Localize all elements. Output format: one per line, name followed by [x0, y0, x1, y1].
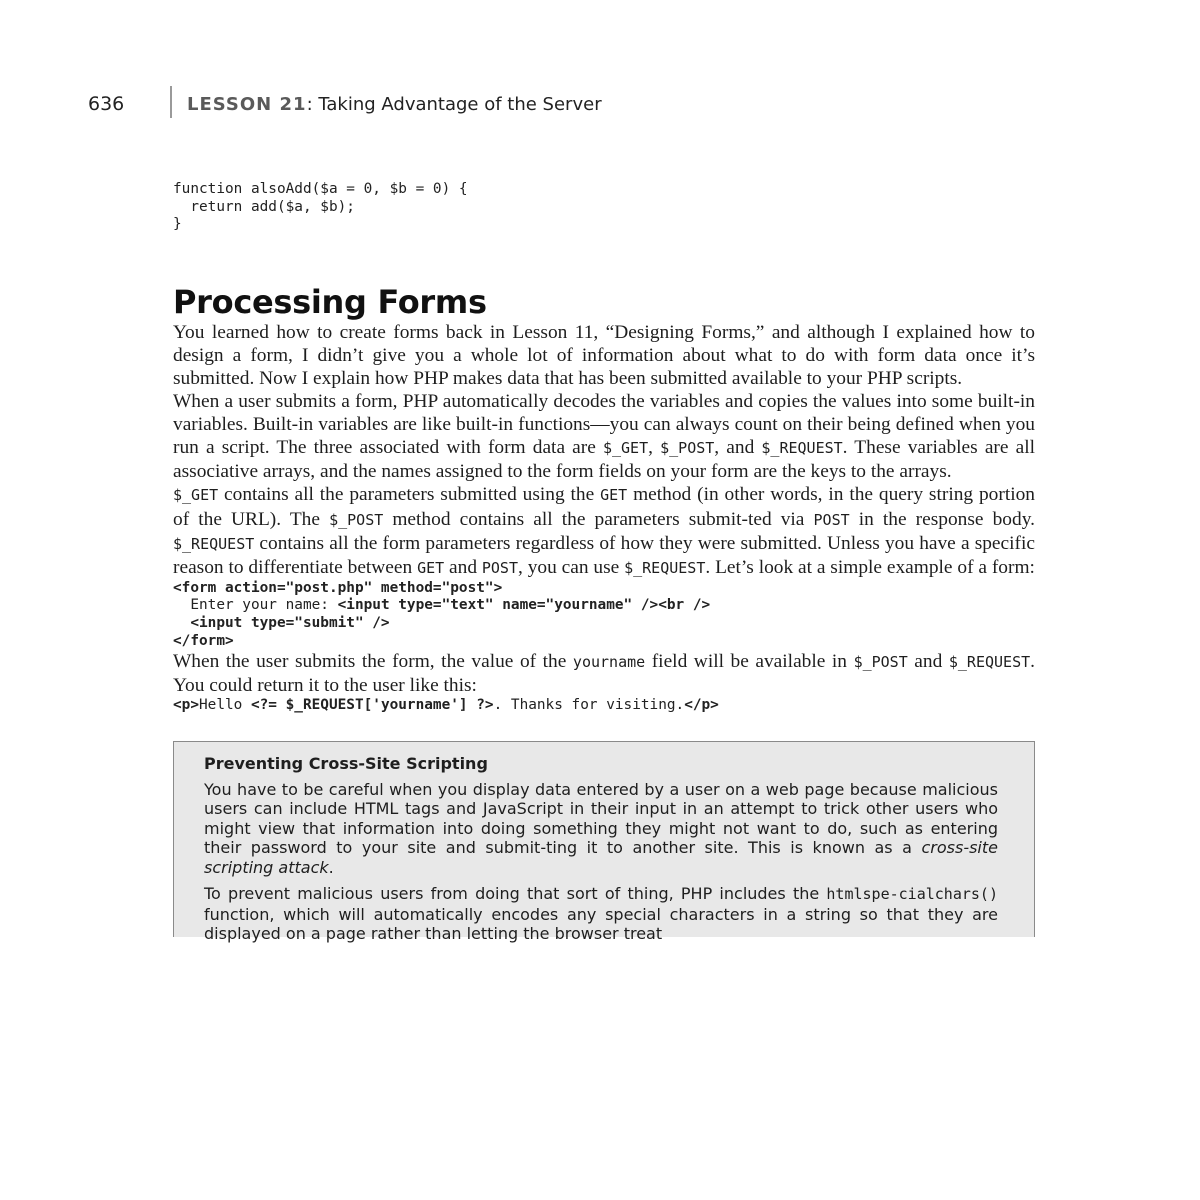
paragraph-builtin-variables	[173, 390, 1035, 483]
sidebar-paragraph	[204, 884, 998, 944]
emphasis: cross-site scripting attack	[204, 838, 998, 877]
running-head	[187, 94, 602, 115]
text: method contains all the parameters submit-ted via	[383, 508, 814, 530]
code-line: </form>	[173, 632, 234, 649]
code-part: Hello	[199, 697, 251, 714]
code-part: </p>	[684, 697, 719, 714]
sidebar-title: Preventing Cross-Site Scripting	[204, 753, 488, 773]
text: .	[328, 857, 334, 877]
code-block-also-add	[173, 181, 1035, 234]
text: ,	[648, 437, 661, 459]
header-divider	[170, 86, 172, 118]
code-block-form	[173, 580, 1035, 650]
lesson-separator: :	[306, 94, 313, 115]
inline-code: POST	[481, 558, 518, 577]
text: contains all the form parameters regardless of how they were submitted. Unless you have a specific reason to differentiate between	[173, 532, 1035, 578]
code-line: <input type="submit" />	[173, 615, 390, 631]
inline-code: $_REQUEST	[948, 653, 1031, 672]
inline-code: GET	[417, 558, 445, 577]
text: . You could return it to the user like this:	[173, 651, 1035, 697]
inline-code: $_REQUEST	[761, 439, 843, 458]
inline-code: $_GET	[602, 439, 649, 458]
code-line: return add($a, $b);	[173, 198, 355, 215]
inline-code: POST	[813, 510, 850, 529]
inline-code: yourname	[572, 653, 646, 672]
text: function, which will automatically encodes any special characters in a string so that they are displayed on a page rather than letting the browser treat	[204, 904, 998, 944]
lesson-title: Taking Advantage of the Server	[312, 94, 602, 115]
code-part: <p>	[173, 697, 199, 714]
text: . These variables are all associative arrays, and the names assigned to the form fields on your form are the keys to the arrays.	[173, 437, 1035, 483]
paragraph-yourname	[173, 650, 1035, 697]
text: contains all the parameters submitted using the	[218, 484, 601, 506]
text: When a user submits a form, PHP automatically decodes the variables and copies the values into some built-in variables. Built-in variables are like built-in functions—you can always count on their being defined when you run a script. The three associated with form data are	[173, 391, 1035, 459]
inline-code: htmlspe-cialchars()	[826, 885, 998, 904]
text: When the user submits the form, the value of the	[173, 651, 573, 673]
paragraph-get-post	[173, 483, 1035, 579]
code-part: . Thanks for visiting.	[493, 697, 685, 714]
code-line: <input type="text" name="yourname" /><br />	[337, 597, 711, 614]
section-title: Processing Forms	[173, 282, 487, 321]
code-line-prefix: Enter your name:	[173, 597, 338, 614]
text: and	[444, 556, 482, 578]
code-line: }	[173, 216, 182, 233]
text: field will be available in	[645, 651, 854, 673]
inline-code: $_REQUEST	[173, 534, 255, 553]
code-block-hello	[173, 697, 1035, 715]
text: method (in other words, in the query string portion of the URL). The	[173, 484, 1035, 530]
sidebar-box	[173, 741, 1035, 944]
code-part: <?= $_REQUEST['yourname'] ?>	[250, 697, 494, 714]
inline-code: $_POST	[660, 439, 715, 458]
inline-code: GET	[600, 486, 628, 505]
text: , you can use	[518, 556, 625, 578]
inline-code: $_REQUEST	[624, 558, 706, 577]
text: in the response body.	[849, 508, 1035, 530]
paragraph-intro: You learned how to create forms back in Lesson 11, “Designing Forms,” and although I explained how to design a form, I didn’t give you a whole lot of information about what to do with form data once it’s submitted. Now I explain how PHP makes data that has been submitted available to your PHP scripts.	[173, 321, 1035, 389]
code-line: function alsoAdd($a = 0, $b = 0) {	[173, 181, 468, 197]
text: and	[907, 651, 949, 673]
inline-code: $_POST	[853, 653, 908, 672]
text: , and	[714, 437, 762, 459]
inline-code: $_GET	[173, 486, 219, 505]
sidebar-paragraph	[204, 780, 998, 878]
page-number: 636	[88, 93, 125, 115]
text: To prevent malicious users from doing that sort of thing, PHP includes the	[204, 884, 827, 904]
lesson-label: LESSON 21	[187, 94, 307, 115]
code-line: <form action="post.php" method="post">	[173, 579, 503, 596]
inline-code: $_POST	[329, 510, 384, 529]
page-content	[173, 181, 1035, 944]
text: You have to be careful when you display data entered by a user on a web page because malicious users can include HTML tags and JavaScript in their input in an attempt to trick other users who might view that information into doing something they might not want to do, such as entering their password to your site and submit-ting it to another site. This is known as a	[204, 779, 998, 858]
text: . Let’s look at a simple example of a form:	[705, 556, 1035, 578]
